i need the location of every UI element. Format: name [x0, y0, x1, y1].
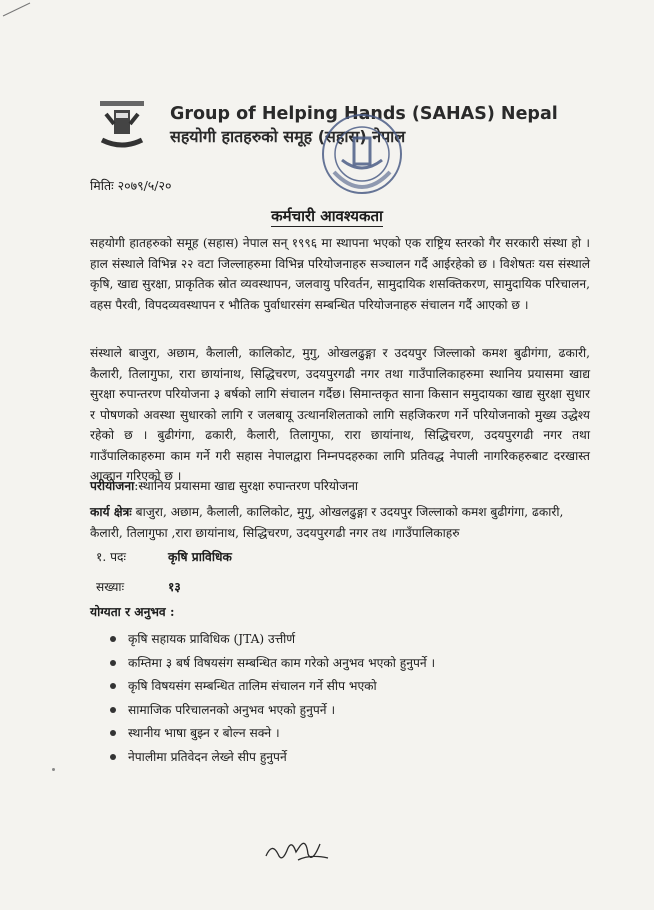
post-value: कृषि प्राविधिक [168, 550, 232, 564]
work-area [90, 502, 590, 543]
list-item: कम्तिमा ३ बर्ष विषयसंग सम्बन्धित काम गरेको अनुभव भएको हुनुपर्ने । [108, 653, 435, 677]
org-name-nepali: सहयोगी हातहरुको समूह (सहास) नेपाल [170, 127, 406, 146]
list-item: स्थानीय भाषा बुझ्न र बोल्न सक्ने । [108, 723, 435, 747]
qualifications-list [108, 629, 435, 770]
project-label: परीयोजना [90, 479, 135, 493]
title-text: कर्मचारी आवश्यकता [271, 207, 383, 225]
post-row [96, 548, 232, 565]
project-paragraph: संस्थाले बाजुरा, अछाम, कैलाली, कालिकोट, मुगु, ओखलढुङ्गा र उदयपुर जिल्लाको कमश बुढीगंगा, ढकारी, कैलारी, तिलागुफा, रारा छायांनाथ, सिद्धिचरण, उदयपुरगढी नगर तथा गाउँपालिकाहरुमा स्थानिय प्रयासमा खाद्य सुरक्षा रुपान्तरण परियोजना ३ बर्षको लागि संचालन गर्दैछ। सिमान्तकृत साना किसान समुदायका खाद्य सुरक्षा सुधार र पोषणको अवस्था सुधारको लागि र जलबायू उत्थानशिलताको लागि सहजिकरण गर्ने परियोजनाको मुख्य उद्धेश्य रहेको छ । बुढीगंगा, ढकारी, कैलारी, तिलागुफा, रारा छायांनाथ, सिद्धिचरण, उदयपुरगढी नगर तथा गाउँपालिकाहरुमा काम गर्ने गरी सहास नेपालद्वारा निम्नपदहरुका लागि प्रतिवद्ध नेपाली नागरिकहरुबाट दरखास्त आव्हान गरिएको छ । [90, 346, 590, 483]
page-title [0, 206, 654, 226]
sahas-logo-icon [88, 100, 156, 152]
signature-icon [262, 834, 332, 868]
sahas-seal-icon [320, 112, 404, 196]
work-area-label: कार्य क्षेत्रः [90, 505, 132, 519]
intro-paragraph: सहयोगी हातहरुको समूह (सहास) नेपाल सन् १९९६ मा स्थापना भएको एक राष्ट्रिय स्तरको गैर सरकारी संस्था हो । हाल संस्थाले विभिन्न २२ वटा जिल्लाहरुमा विभिन्न परियोजनाहरु सञ्चालन गर्दै आईरहेको छ । विशेषतः यस संस्थाले कृषि, खाद्य सुरक्षा, प्राकृतिक स्रोत व्यवस्थापन, जलवायु परिवर्तन, सामुदायिक शसक्तिकरण, सामुदायिक परिचालन, वहस पैरवी, विपदव्यवस्थापन र भौतिक पुर्वाधारसंग सम्बन्धित परियोजनाहरु संचालन गर्दै आएको छ । [90, 236, 590, 312]
post-label: १. पदः [96, 550, 126, 564]
org-name-english: Group of Helping Hands (SAHAS) Nepal [170, 104, 558, 124]
list-item: नेपालीमा प्रतिवेदन लेख्ने सीप हुनुपर्ने [108, 747, 435, 771]
count-row [96, 578, 181, 595]
letter-date: मितिः २०७९/५/२० [90, 178, 172, 193]
count-value: १३ [168, 580, 181, 594]
list-item: कृषि सहायक प्राविधिक (JTA) उत्तीर्ण [108, 629, 435, 653]
stray-mark [52, 768, 55, 771]
count-label: सख्याः [96, 580, 125, 594]
list-item: कृषि विषयसंग सम्बन्धित तालिम संचालन गर्ने सीप भएको [108, 676, 435, 700]
work-area-value: बाजुरा, अछाम, कैलाली, कालिकोट, मुगु, ओखलढुङ्गा र उदयपुर जिल्लाको कमश बुढीगंगा, ढकारी, कैलारी, तिलागुफा ,रारा छायांनाथ, सिद्धिचरण, उदयपुरगढी नगर तथ ।गाउँपालिकाहरु [90, 505, 564, 540]
project-value: :स्थानिय प्रयासमा खाद्य सुरक्षा रुपान्तरण परियोजना [134, 479, 359, 493]
pen-mark [0, 0, 40, 20]
project-line [90, 477, 358, 494]
qualifications-heading: योग्यता र अनुभव : [90, 605, 175, 619]
list-item: सामाजिक परिचालनको अनुभव भएको हुनुपर्ने । [108, 700, 435, 724]
